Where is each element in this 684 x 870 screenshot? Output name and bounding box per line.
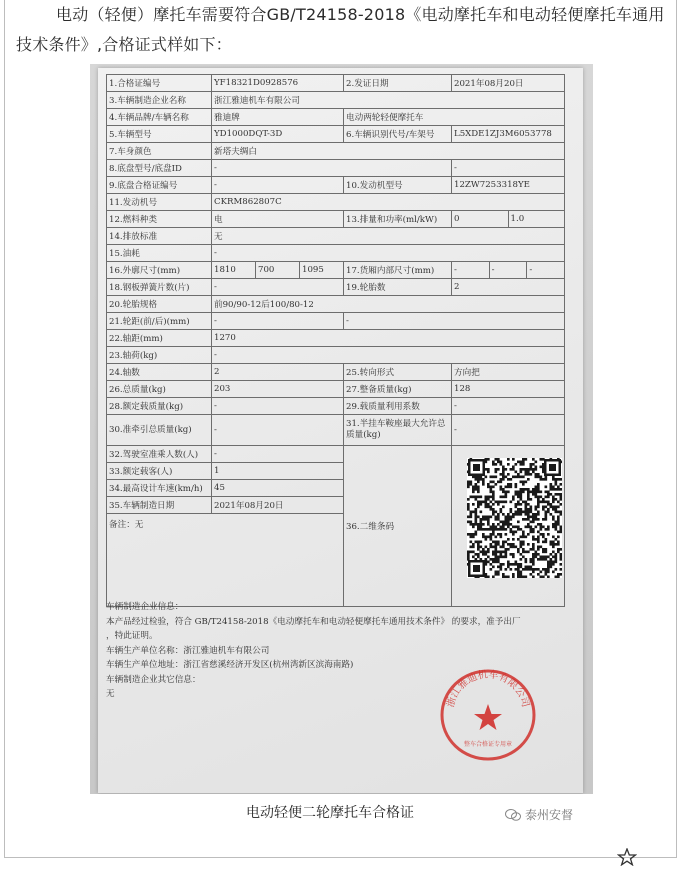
cargo-height-value: - [526, 262, 564, 278]
table-row [107, 92, 565, 109]
field-label: 20.轮胎规格 [107, 296, 212, 313]
field-label: 21.轮距(前/后)(mm) [107, 313, 212, 330]
field-value: - [212, 160, 452, 177]
field-label: 26.总质量(kg) [107, 381, 212, 398]
field-value: 45 [212, 480, 344, 497]
field-value: - [212, 279, 344, 296]
power-value: 1.0 [508, 211, 565, 227]
table-row [107, 126, 565, 143]
field-label: 30.准牵引总质量(kg) [107, 415, 212, 446]
length-value: 1810 [214, 265, 236, 275]
field-value: 1270 [212, 330, 565, 347]
field-value: - [212, 177, 344, 194]
field-value: - [452, 398, 565, 415]
field-value: - [344, 313, 565, 330]
field-label: 3.车辆制造企业名称 [107, 92, 212, 109]
field-label: 22.轴距(mm) [107, 330, 212, 347]
field-label: 10.发动机型号 [344, 177, 452, 194]
field-label: 8.底盘型号/底盘ID [107, 160, 212, 177]
field-value: - [212, 313, 344, 330]
field-value: 2 [452, 279, 565, 296]
table-row [107, 228, 565, 245]
table-row [107, 75, 565, 92]
field-label: 32.驾驶室准乘人数(人) [107, 446, 212, 463]
field-value: YD1000DQT-3D [212, 126, 344, 143]
svg-text:浙江雅迪机车有限公司: 浙江雅迪机车有限公司 [445, 669, 531, 709]
field-label: 33.额定载客(人) [107, 463, 212, 480]
field-value: - [452, 160, 565, 177]
source-watermark [505, 806, 573, 823]
table-row [107, 381, 565, 398]
field-value: 128 [452, 381, 565, 398]
table-row [107, 398, 565, 415]
intro-paragraph: 电动（轻便）摩托车需要符合GB/T24158-2018《电动摩托车和电动轻便摩托车通用技术条件》,合格证式样如下： [16, 5, 665, 54]
field-value: YF18321D0928576 [212, 75, 344, 92]
field-value: 2021年08月20日 [212, 497, 344, 514]
field-label: 4.车辆品牌/车辆名称 [107, 109, 212, 126]
field-label: 6.车辆识别代号/车架号 [344, 126, 452, 143]
table-row [107, 262, 565, 279]
certificate-photo [90, 64, 593, 794]
field-label: 36.二维条码 [344, 446, 452, 607]
table-row [107, 330, 565, 347]
issuer-other-heading: 车辆制造企业其它信息： [106, 674, 201, 685]
issuer-heading: 车辆制造企业信息： [106, 602, 184, 612]
field-label: 24.轴数 [107, 364, 212, 381]
table-row [107, 347, 565, 364]
field-value: - [212, 347, 565, 364]
field-value: CKRM862807C [212, 194, 565, 211]
field-value: 电动两轮轻便摩托车 [344, 109, 565, 126]
field-label: 17.货厢内部尺寸(mm) [344, 262, 452, 279]
star-icon[interactable] [617, 848, 637, 870]
field-value: 新塔夫绸白 [212, 143, 565, 160]
table-row [107, 313, 565, 330]
issuer-statement: 本产品经过检验，符合 GB/T24158-2018《电动摩托车和电动轻便摩托车通用技术条件》 的要求，准予出厂 [106, 616, 521, 627]
table-row [107, 415, 565, 446]
table-row [107, 279, 565, 296]
field-value: 203 [212, 381, 344, 398]
table-row [107, 364, 565, 381]
table-row [107, 296, 565, 313]
table-row [107, 160, 565, 177]
field-label: 34.最高设计车速(km/h) [107, 480, 212, 497]
cargo-length-value: - [454, 265, 457, 275]
field-label: 12.燃料种类 [107, 211, 212, 228]
field-label: 9.底盘合格证编号 [107, 177, 212, 194]
field-value: - [212, 446, 344, 463]
field-label: 15.油耗 [107, 245, 212, 262]
certificate-paper [98, 68, 583, 793]
table-row [107, 143, 565, 160]
field-value-split [452, 211, 565, 228]
table-row [107, 177, 565, 194]
field-value: 2021年08月20日 [452, 75, 565, 92]
field-label: 14.排放标准 [107, 228, 212, 245]
field-value: - [212, 398, 344, 415]
field-value: 方向把 [452, 364, 565, 381]
table-row [107, 109, 565, 126]
height-value: 1095 [299, 262, 343, 278]
field-value: - [212, 415, 344, 446]
field-label: 5.车辆型号 [107, 126, 212, 143]
field-label: 28.额定载质量(kg) [107, 398, 212, 415]
field-label: 11.发动机号 [107, 194, 212, 211]
issuer-company: 车辆生产单位名称：浙江雅迪机车有限公司 [106, 645, 270, 656]
cargo-dimensions-cell [452, 262, 565, 279]
svg-text:整车合格证专用章: 整车合格证专用章 [463, 741, 513, 748]
table-row [107, 245, 565, 262]
field-label: 13.排量和功率(ml/kW) [344, 211, 452, 228]
issuer-statement-cont: ，特此证明。 [106, 631, 158, 641]
watermark-text: 泰州安督 [525, 808, 574, 822]
field-value: L5XDE1ZJ3M6053778 [452, 126, 565, 143]
issuer-address: 车辆生产单位地址：浙江省慈溪经济开发区(杭州湾新区滨海南路) [106, 660, 354, 670]
field-value: 2 [212, 364, 344, 381]
dimensions-cell [212, 262, 344, 279]
field-label: 27.整备质量(kg) [344, 381, 452, 398]
width-value: 700 [255, 262, 299, 278]
field-label: 23.轴荷(kg) [107, 347, 212, 364]
field-value: 无 [212, 228, 565, 245]
field-value: 1 [212, 463, 344, 480]
displacement-value: 0 [454, 214, 460, 224]
field-value: - [212, 245, 565, 262]
field-value: - [452, 415, 565, 446]
cargo-width-value: - [489, 262, 527, 278]
field-value: 12ZW7253318YE [452, 177, 565, 194]
qr-code-image [467, 458, 562, 578]
field-value: 前90/90-12后100/80-12 [212, 296, 565, 313]
table-row [107, 194, 565, 211]
figure-caption: 电动轻便二轮摩托车合格证 [246, 805, 414, 821]
issuer-other-value: 无 [106, 689, 115, 699]
field-label: 16.外廓尺寸(mm) [107, 262, 212, 279]
field-label: 19.轮胎数 [344, 279, 452, 296]
field-label: 25.转向形式 [344, 364, 452, 381]
table-row [107, 211, 565, 228]
field-value: 浙江雅迪机车有限公司 [212, 92, 565, 109]
field-label: 7.车身颜色 [107, 143, 212, 160]
field-label: 18.钢板弹簧片数(片) [107, 279, 212, 296]
field-label: 29.载质量利用系数 [344, 398, 452, 415]
qr-code-graphic [467, 458, 562, 578]
field-label: 35.车辆制造日期 [107, 497, 212, 514]
field-label: 31.半挂车鞍座最大允许总质量(kg) [344, 415, 452, 446]
field-value: 雅迪牌 [212, 109, 344, 126]
field-value: 电 [212, 211, 344, 228]
field-label: 2.发证日期 [344, 75, 452, 92]
field-label: 1.合格证编号 [107, 75, 212, 92]
company-seal [438, 666, 538, 764]
remark-cell: 备注：无 [107, 514, 344, 607]
wechat-icon [505, 809, 521, 821]
